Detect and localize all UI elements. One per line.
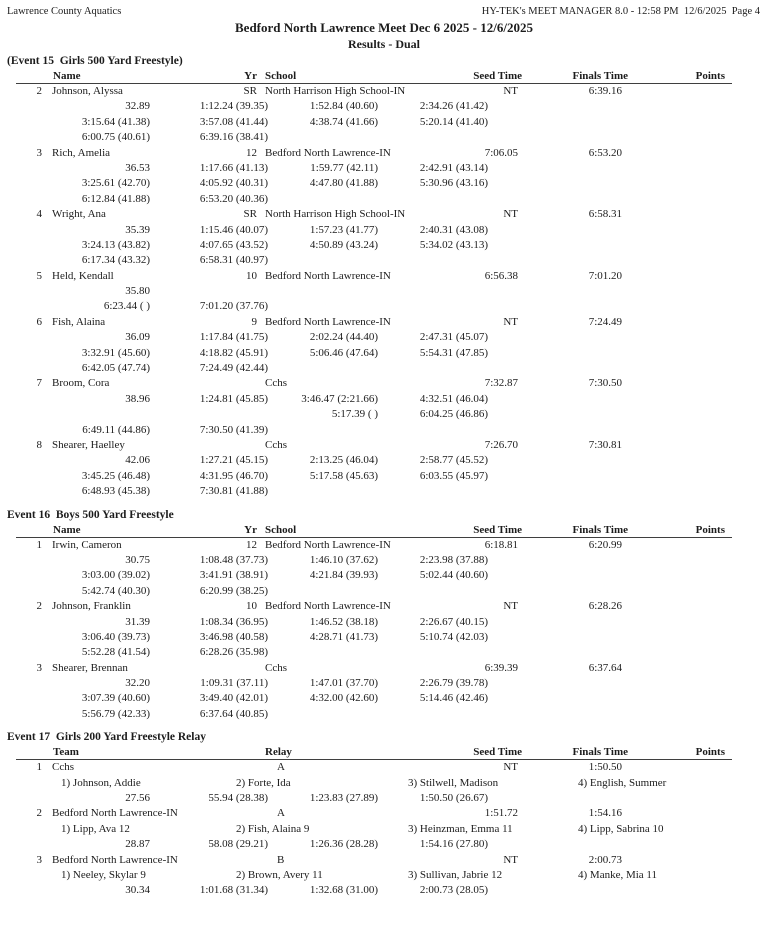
split-time: 3:57.08 (41.44) [199, 115, 268, 128]
event-section [0, 54, 768, 500]
school-name: Bedford North Lawrence-IN [265, 315, 391, 328]
finals-time: 1:54.16 [588, 807, 622, 820]
column-header-row [0, 523, 768, 538]
split-time: 5:06.46 (47.64) [309, 346, 378, 359]
splits-row [0, 161, 768, 176]
split-time: 7:30.81 (41.88) [199, 485, 268, 498]
split-time: 1:23.83 (27.89) [309, 792, 378, 805]
finals-time: 2:00.73 [588, 853, 622, 866]
column-header: Finals Time [572, 523, 628, 536]
splits-row [0, 392, 768, 407]
school-name: Bedford North Lawrence-IN [265, 538, 391, 551]
split-time: 28.87 [125, 838, 150, 851]
split-time: 1:01.68 (31.34) [199, 884, 268, 897]
split-time: 5:14.46 (42.46) [419, 692, 488, 705]
relay-swimmer: 3) Stilwell, Madison [408, 776, 499, 789]
seed-time: 6:56.38 [484, 269, 518, 282]
splits-row [0, 707, 768, 722]
split-time: 1:32.68 (31.00) [309, 884, 378, 897]
split-time: 4:50.89 (43.24) [309, 238, 378, 251]
finals-time: 7:24.49 [588, 315, 622, 328]
place-number: 2 [36, 85, 42, 97]
splits-row [0, 630, 768, 645]
split-time: 3:15.64 (41.38) [81, 115, 150, 128]
split-time: 4:05.92 (40.31) [199, 177, 268, 190]
split-time: 1:24.81 (45.85) [199, 392, 268, 405]
place-number: 4 [36, 208, 42, 221]
split-time: 1:08.34 (36.95) [199, 615, 268, 628]
split-time: 42.06 [125, 454, 150, 467]
splits-row [0, 615, 768, 630]
split-time: 2:26.67 (40.15) [419, 615, 488, 628]
relay-swimmer: 3) Sullivan, Jabrie 12 [408, 868, 503, 881]
seed-time: NT [503, 85, 518, 97]
split-time: 6:37.64 (40.85) [199, 707, 268, 720]
split-time: 7:24.49 (42.44) [199, 362, 268, 375]
athlete-year: 12 [246, 538, 257, 551]
splits-row [0, 469, 768, 484]
relay-swimmer: 2) Brown, Avery 11 [236, 868, 323, 881]
split-time: 5:56.79 (42.33) [81, 707, 150, 720]
athlete-year: 12 [246, 146, 257, 159]
split-time: 32.89 [125, 100, 150, 113]
finals-time: 6:28.26 [588, 600, 622, 613]
seed-time: 6:18.81 [484, 538, 518, 551]
split-time: 6:23.44 ( ) [103, 300, 150, 313]
split-time: 6:28.26 (35.98) [199, 646, 268, 659]
split-time: 4:32.51 (46.04) [419, 392, 488, 405]
split-time: 1:08.48 (37.73) [199, 553, 268, 566]
split-time: 5:34.02 (43.13) [419, 238, 488, 251]
result-row [0, 84, 768, 99]
result-row [0, 315, 768, 330]
column-header: Name [53, 523, 81, 536]
results-type-subtitle: Results - Dual [347, 37, 420, 51]
finals-time: 7:01.20 [588, 269, 622, 282]
result-row [0, 538, 768, 553]
splits-row [0, 361, 768, 376]
finals-time: 6:37.64 [588, 661, 622, 674]
host-team-name: Lawrence County Aquatics [7, 6, 122, 17]
split-time: 6:58.31 (40.97) [199, 254, 268, 267]
split-time: 27.56 [125, 792, 150, 805]
splits-row [0, 330, 768, 345]
column-header: Yr [244, 70, 257, 82]
finals-time: 6:20.99 [588, 538, 622, 551]
split-time: 6:12.84 (41.88) [81, 192, 150, 205]
split-time: 6:42.05 (47.74) [81, 362, 150, 375]
athlete-name: Shearer, Brennan [52, 661, 128, 674]
split-time: 4:31.95 (46.70) [199, 469, 268, 482]
split-time: 32.20 [125, 677, 150, 690]
column-header-row [0, 745, 768, 760]
split-time: 1:17.66 (41.13) [199, 161, 268, 174]
athlete-year: 10 [246, 269, 257, 282]
finals-time: 7:30.50 [588, 377, 622, 390]
athlete-name: Broom, Cora [52, 377, 110, 390]
school-name: Bedford North Lawrence-IN [265, 600, 391, 613]
event-title: (Event 15 Girls 500 Yard Freestyle) [7, 55, 183, 67]
split-time: 6:53.20 (40.36) [199, 192, 268, 205]
relay-swimmer: 1) Lipp, Ava 12 [61, 822, 130, 835]
column-header: Seed Time [473, 70, 522, 82]
split-time: 3:46.98 (40.58) [199, 630, 268, 643]
splits-row [0, 691, 768, 706]
splits-row [0, 645, 768, 660]
split-time: 4:32.00 (42.60) [309, 692, 378, 705]
column-header: Yr [244, 523, 257, 536]
splits-row [0, 883, 768, 898]
event-title: Event 16 Boys 500 Yard Freestyle [7, 508, 174, 521]
splits-row [0, 553, 768, 568]
school-name: North Harrison High School-IN [265, 85, 406, 97]
split-time: 7:30.50 (41.39) [199, 423, 268, 436]
result-row [0, 146, 768, 161]
split-time: 6:48.93 (45.38) [81, 485, 150, 498]
event-title: Event 17 Girls 200 Yard Freestyle Relay [7, 731, 206, 744]
event-section [0, 730, 768, 899]
split-time: 6:04.25 (46.86) [419, 408, 488, 421]
school-name: Cchs [265, 377, 287, 390]
split-time: 35.39 [125, 223, 150, 236]
column-header: Team [53, 746, 79, 759]
seed-time: NT [503, 208, 518, 221]
splits-row [0, 115, 768, 130]
result-row [0, 599, 768, 614]
split-time: 1:09.31 (37.11) [200, 677, 268, 690]
split-time: 5:10.74 (42.03) [419, 630, 488, 643]
split-time: 2:58.77 (45.52) [419, 454, 488, 467]
seed-time: 7:32.87 [484, 377, 518, 390]
split-time: 3:49.40 (42.01) [199, 692, 268, 705]
split-time: 7:01.20 (37.76) [199, 300, 268, 313]
place-number: 2 [36, 600, 42, 613]
split-time: 5:17.39 ( ) [331, 408, 378, 421]
split-time: 3:07.39 (40.60) [81, 692, 150, 705]
place-number: 5 [36, 269, 42, 282]
splits-row [0, 176, 768, 191]
athlete-year: SR [243, 208, 257, 221]
split-time: 6:00.75 (40.61) [81, 131, 150, 144]
split-time: 4:07.65 (43.52) [199, 238, 268, 251]
split-time: 1:27.21 (45.15) [199, 454, 268, 467]
relay-swimmers-row [0, 868, 768, 883]
split-time: 1:46.10 (37.62) [309, 553, 378, 566]
team-name: Bedford North Lawrence-IN [52, 807, 178, 820]
splits-row [0, 223, 768, 238]
split-time: 1:54.16 (27.80) [419, 838, 488, 851]
split-time: 2:02.24 (44.40) [309, 331, 378, 344]
splits-row [0, 791, 768, 806]
relay-swimmer: 4) Manke, Mia 11 [578, 868, 658, 881]
split-time: 2:26.79 (39.78) [419, 677, 488, 690]
split-time: 3:03.00 (39.02) [81, 569, 150, 582]
split-time: 5:20.14 (41.40) [419, 115, 488, 128]
split-time: 3:46.47 (2:21.66) [301, 392, 378, 405]
split-time: 2:00.73 (28.05) [419, 884, 488, 897]
relay-letter: A [277, 807, 285, 820]
finals-time: 6:53.20 [588, 146, 622, 159]
athlete-name: Wright, Ana [52, 208, 106, 221]
result-row [0, 438, 768, 453]
finals-time: 1:50.50 [588, 761, 622, 774]
splits-row [0, 130, 768, 145]
place-number: 8 [36, 438, 42, 451]
relay-swimmers-row [0, 776, 768, 791]
athlete-name: Johnson, Alyssa [52, 85, 123, 97]
split-time: 3:41.91 (38.91) [199, 569, 268, 582]
page-top-line [0, 0, 768, 18]
result-row [0, 806, 768, 821]
split-time: 1:46.52 (38.18) [309, 615, 378, 628]
split-time: 2:40.31 (43.08) [419, 223, 488, 236]
split-time: 1:12.24 (39.35) [199, 100, 268, 113]
relay-letter: A [277, 761, 285, 774]
team-name: Bedford North Lawrence-IN [52, 853, 178, 866]
place-number: 3 [36, 146, 42, 159]
split-time: 4:18.82 (45.91) [199, 346, 268, 359]
split-time: 2:42.91 (43.14) [419, 161, 488, 174]
split-time: 2:34.26 (41.42) [419, 100, 488, 113]
result-row [0, 269, 768, 284]
place-number: 7 [36, 377, 42, 390]
athlete-year: 9 [251, 315, 257, 328]
athlete-name: Irwin, Cameron [52, 538, 122, 551]
split-time: 1:47.01 (37.70) [309, 677, 378, 690]
split-time: 30.75 [125, 553, 150, 566]
finals-time: 6:39.16 [588, 85, 622, 97]
split-time: 4:38.74 (41.66) [309, 115, 378, 128]
athlete-name: Shearer, Haelley [52, 438, 125, 451]
split-time: 4:21.84 (39.93) [309, 569, 378, 582]
seed-time: NT [503, 761, 518, 774]
school-name: North Harrison High School-IN [265, 208, 406, 221]
splits-row [0, 253, 768, 268]
split-time: 2:13.25 (46.04) [309, 454, 378, 467]
split-time: 58.08 (29.21) [208, 838, 268, 851]
splits-row [0, 192, 768, 207]
events [0, 54, 768, 899]
split-time: 1:15.46 (40.07) [199, 223, 268, 236]
split-time: 5:17.58 (45.63) [309, 469, 378, 482]
relay-swimmer: 1) Neeley, Skylar 9 [61, 868, 146, 881]
athlete-name: Fish, Alaina [52, 315, 106, 328]
column-header: Finals Time [572, 70, 628, 82]
splits-row [0, 484, 768, 499]
result-row [0, 661, 768, 676]
split-time: 38.96 [125, 392, 150, 405]
school-name: Cchs [265, 661, 287, 674]
split-time: 55.94 (28.38) [208, 792, 268, 805]
split-time: 6:49.11 (44.86) [82, 423, 150, 436]
relay-swimmer: 3) Heinzman, Emma 11 [408, 822, 513, 835]
column-header: Seed Time [473, 523, 522, 536]
seed-time: NT [503, 600, 518, 613]
split-time: 6:39.16 (38.41) [199, 131, 268, 144]
splits-row [0, 299, 768, 314]
place-number: 6 [36, 315, 42, 328]
relay-swimmer: 4) Lipp, Sabrina 10 [578, 822, 664, 835]
place-number: 1 [36, 761, 42, 774]
split-time: 5:30.96 (43.16) [419, 177, 488, 190]
column-header: Seed Time [473, 746, 522, 759]
splits-row [0, 837, 768, 852]
result-row [0, 760, 768, 775]
place-number: 3 [36, 853, 42, 866]
seed-time: NT [503, 315, 518, 328]
result-row [0, 207, 768, 222]
result-row [0, 853, 768, 868]
split-time: 3:24.13 (43.82) [81, 238, 150, 251]
athlete-name: Johnson, Franklin [52, 600, 131, 613]
split-time: 30.34 [125, 884, 150, 897]
relay-swimmers-row [0, 822, 768, 837]
column-header-row [0, 69, 768, 84]
split-time: 5:52.28 (41.54) [81, 646, 150, 659]
seed-time: 7:26.70 [484, 438, 518, 451]
athlete-name: Held, Kendall [52, 269, 114, 282]
split-time: 5:54.31 (47.85) [419, 346, 488, 359]
splits-row [0, 584, 768, 599]
split-time: 6:03.55 (45.97) [419, 469, 488, 482]
place-number: 2 [36, 807, 42, 820]
split-time: 6:20.99 (38.25) [199, 584, 268, 597]
seed-time: NT [503, 853, 518, 866]
split-time: 2:47.31 (45.07) [419, 331, 488, 344]
seed-time: 7:06.05 [484, 146, 518, 159]
school-name: Bedford North Lawrence-IN [265, 146, 391, 159]
seed-time: 6:39.39 [484, 661, 518, 674]
team-name: Cchs [52, 761, 74, 774]
split-time: 3:25.61 (42.70) [81, 177, 150, 190]
column-header: School [265, 70, 297, 82]
athlete-year: SR [243, 85, 257, 97]
split-time: 1:26.36 (28.28) [309, 838, 378, 851]
split-time: 36.53 [125, 161, 150, 174]
split-time: 35.80 [125, 285, 150, 298]
split-time: 5:42.74 (40.30) [81, 584, 150, 597]
column-header: Points [695, 746, 725, 759]
relay-swimmer: 2) Forte, Ida [236, 776, 291, 789]
column-header: Points [695, 523, 725, 536]
split-time: 3:06.40 (39.73) [81, 630, 150, 643]
place-number: 1 [36, 538, 42, 551]
relay-swimmer: 2) Fish, Alaina 9 [236, 822, 310, 835]
school-name: Bedford North Lawrence-IN [265, 269, 391, 282]
relay-letter: B [277, 853, 285, 866]
splits-row [0, 346, 768, 361]
athlete-year: 10 [246, 600, 257, 613]
split-time: 31.39 [125, 615, 150, 628]
splits-row [0, 453, 768, 468]
school-name: Cchs [265, 438, 287, 451]
split-time: 36.09 [125, 331, 150, 344]
split-time: 1:17.84 (41.75) [199, 331, 268, 344]
split-time: 4:47.80 (41.88) [309, 177, 378, 190]
relay-swimmer: 4) English, Summer [578, 776, 667, 789]
place-number: 3 [36, 661, 42, 674]
column-header: Name [53, 70, 81, 82]
split-time: 6:17.34 (43.32) [81, 254, 150, 267]
meet-manager-info: HY-TEK's MEET MANAGER 8.0 - 12:58 PM 12/6/2025 Page 4 [481, 6, 760, 17]
split-time: 2:23.98 (37.88) [419, 553, 488, 566]
seed-time: 1:51.72 [484, 807, 518, 820]
relay-swimmer: 1) Johnson, Addie [61, 776, 141, 789]
splits-row [0, 423, 768, 438]
split-time: 4:28.71 (41.73) [309, 630, 378, 643]
splits-row [0, 284, 768, 299]
splits-row [0, 676, 768, 691]
splits-row [0, 407, 768, 422]
column-header: Points [695, 70, 725, 82]
split-time: 5:02.44 (40.60) [419, 569, 488, 582]
finals-time: 7:30.81 [588, 438, 622, 451]
split-time: 3:32.91 (45.60) [81, 346, 150, 359]
result-row [0, 376, 768, 391]
finals-time: 6:58.31 [588, 208, 622, 221]
split-time: 1:50.50 (26.67) [419, 792, 488, 805]
event-section [0, 508, 768, 723]
column-header: Relay [265, 746, 292, 759]
split-time: 3:45.25 (46.48) [81, 469, 150, 482]
meet-title: Bedford North Lawrence Meet Dec 6 2025 - 12/6/2025 [235, 20, 533, 35]
split-time: 1:59.77 (42.11) [310, 161, 378, 174]
splits-row [0, 568, 768, 583]
splits-row [0, 238, 768, 253]
splits-row [0, 99, 768, 114]
column-header: Finals Time [572, 746, 628, 759]
split-time: 1:57.23 (41.77) [309, 223, 378, 236]
athlete-name: Rich, Amelia [52, 146, 111, 159]
split-time: 1:52.84 (40.60) [309, 100, 378, 113]
column-header: School [265, 523, 297, 536]
